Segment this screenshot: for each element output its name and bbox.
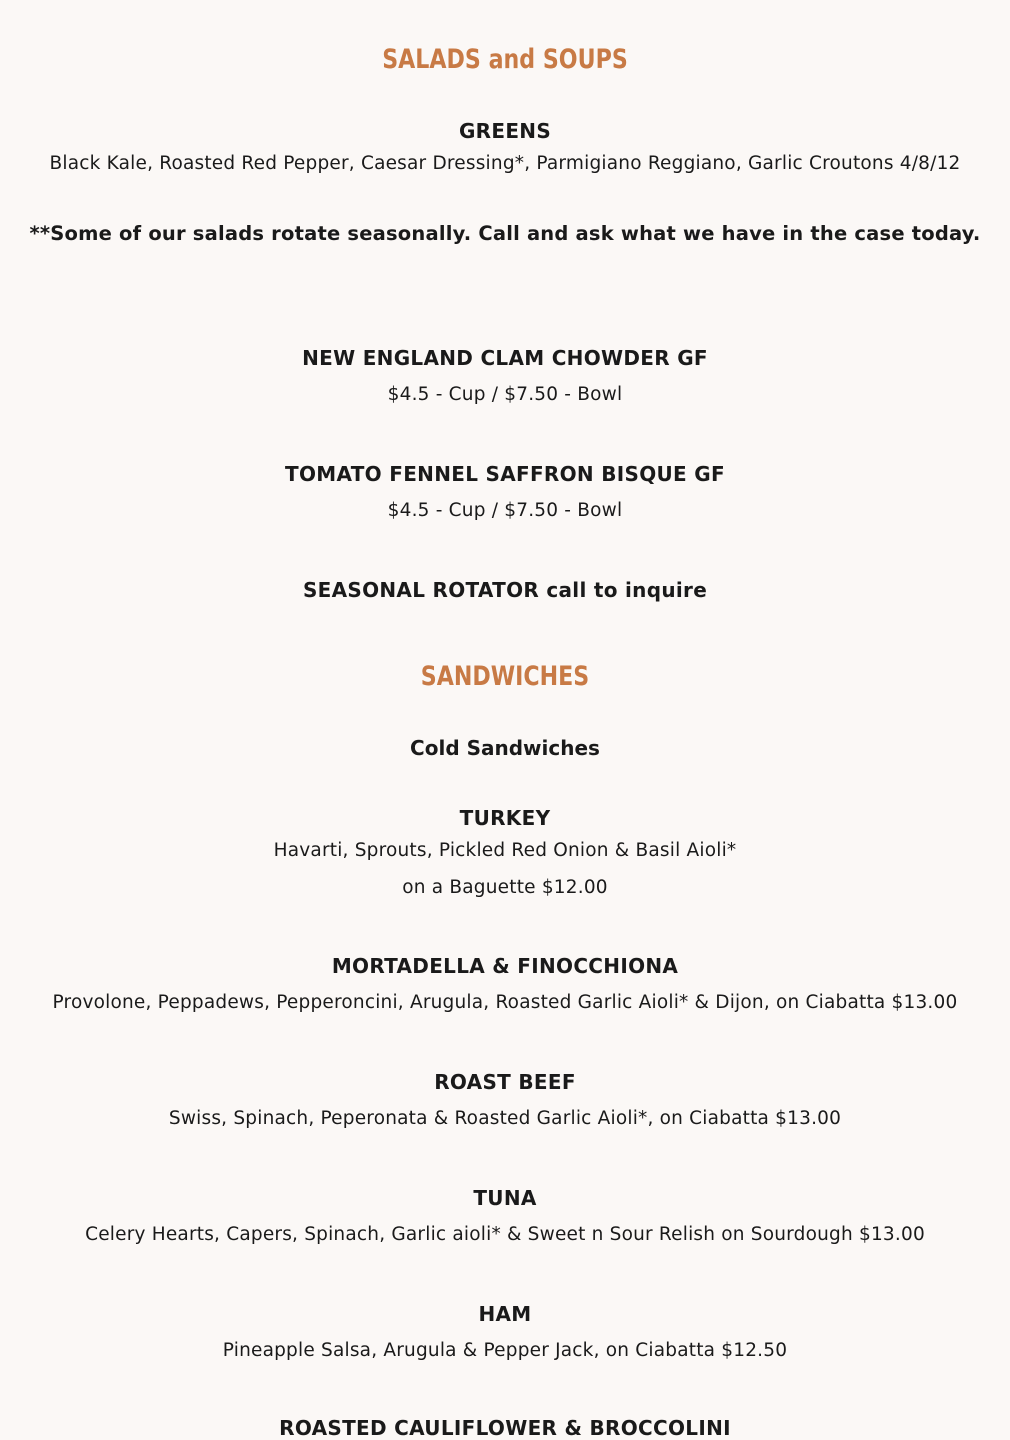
item-desc-roast-beef: Swiss, Spinach, Peperonata & Roasted Garlic Aioli*, on Ciabatta $13.00 xyxy=(168,1108,842,1129)
item-price-tomato-bisque: $4.5 - Cup / $7.50 - Bowl xyxy=(387,500,623,521)
item-name-tuna: TUNA xyxy=(473,1186,537,1210)
item-desc-tuna: Celery Hearts, Capers, Spinach, Garlic aioli* & Sweet n Sour Relish on Sourdough $13.00 xyxy=(85,1224,925,1245)
subheading-cold-sandwiches: Cold Sandwiches xyxy=(410,736,600,760)
item-name-tomato-bisque: TOMATO FENNEL SAFFRON BISQUE GF xyxy=(285,462,725,486)
item-price-clam-chowder: $4.5 - Cup / $7.50 - Bowl xyxy=(387,384,623,405)
item-name-ham: HAM xyxy=(478,1302,532,1326)
seasonal-note: **Some of our salads rotate seasonally. Call and ask what we have in the case today. xyxy=(29,222,981,245)
item-desc-ham: Pineapple Salsa, Arugula & Pepper Jack, on Ciabatta $12.50 xyxy=(222,1340,788,1361)
item-desc-greens: Black Kale, Roasted Red Pepper, Caesar Dressing*, Parmigiano Reggiano, Garlic Croutons 4/8/12 xyxy=(49,153,961,174)
item-name-clam-chowder: NEW ENGLAND CLAM CHOWDER GF xyxy=(302,346,708,370)
item-desc-mortadella: Provolone, Peppadews, Pepperoncini, Arugula, Roasted Garlic Aioli* & Dijon, on Ciabatta $13.00 xyxy=(52,992,958,1013)
section-title-sandwiches: SANDWICHES xyxy=(420,661,590,692)
item-name-cauliflower-broccolini: ROASTED CAULIFLOWER & BROCCOLINI xyxy=(279,1416,731,1440)
section-title-salads-soups: SALADS and SOUPS xyxy=(382,44,628,75)
item-desc2-turkey: on a Baguette $12.00 xyxy=(402,877,608,898)
seasonal-rotator: SEASONAL ROTATOR call to inquire xyxy=(302,578,708,602)
item-name-turkey: TURKEY xyxy=(459,806,551,830)
item-name-greens: GREENS xyxy=(458,119,552,143)
item-name-mortadella: MORTADELLA & FINOCCHIONA xyxy=(331,954,679,978)
item-name-roast-beef: ROAST BEEF xyxy=(434,1070,576,1094)
item-desc-turkey: Havarti, Sprouts, Pickled Red Onion & Basil Aioli* xyxy=(273,840,737,861)
